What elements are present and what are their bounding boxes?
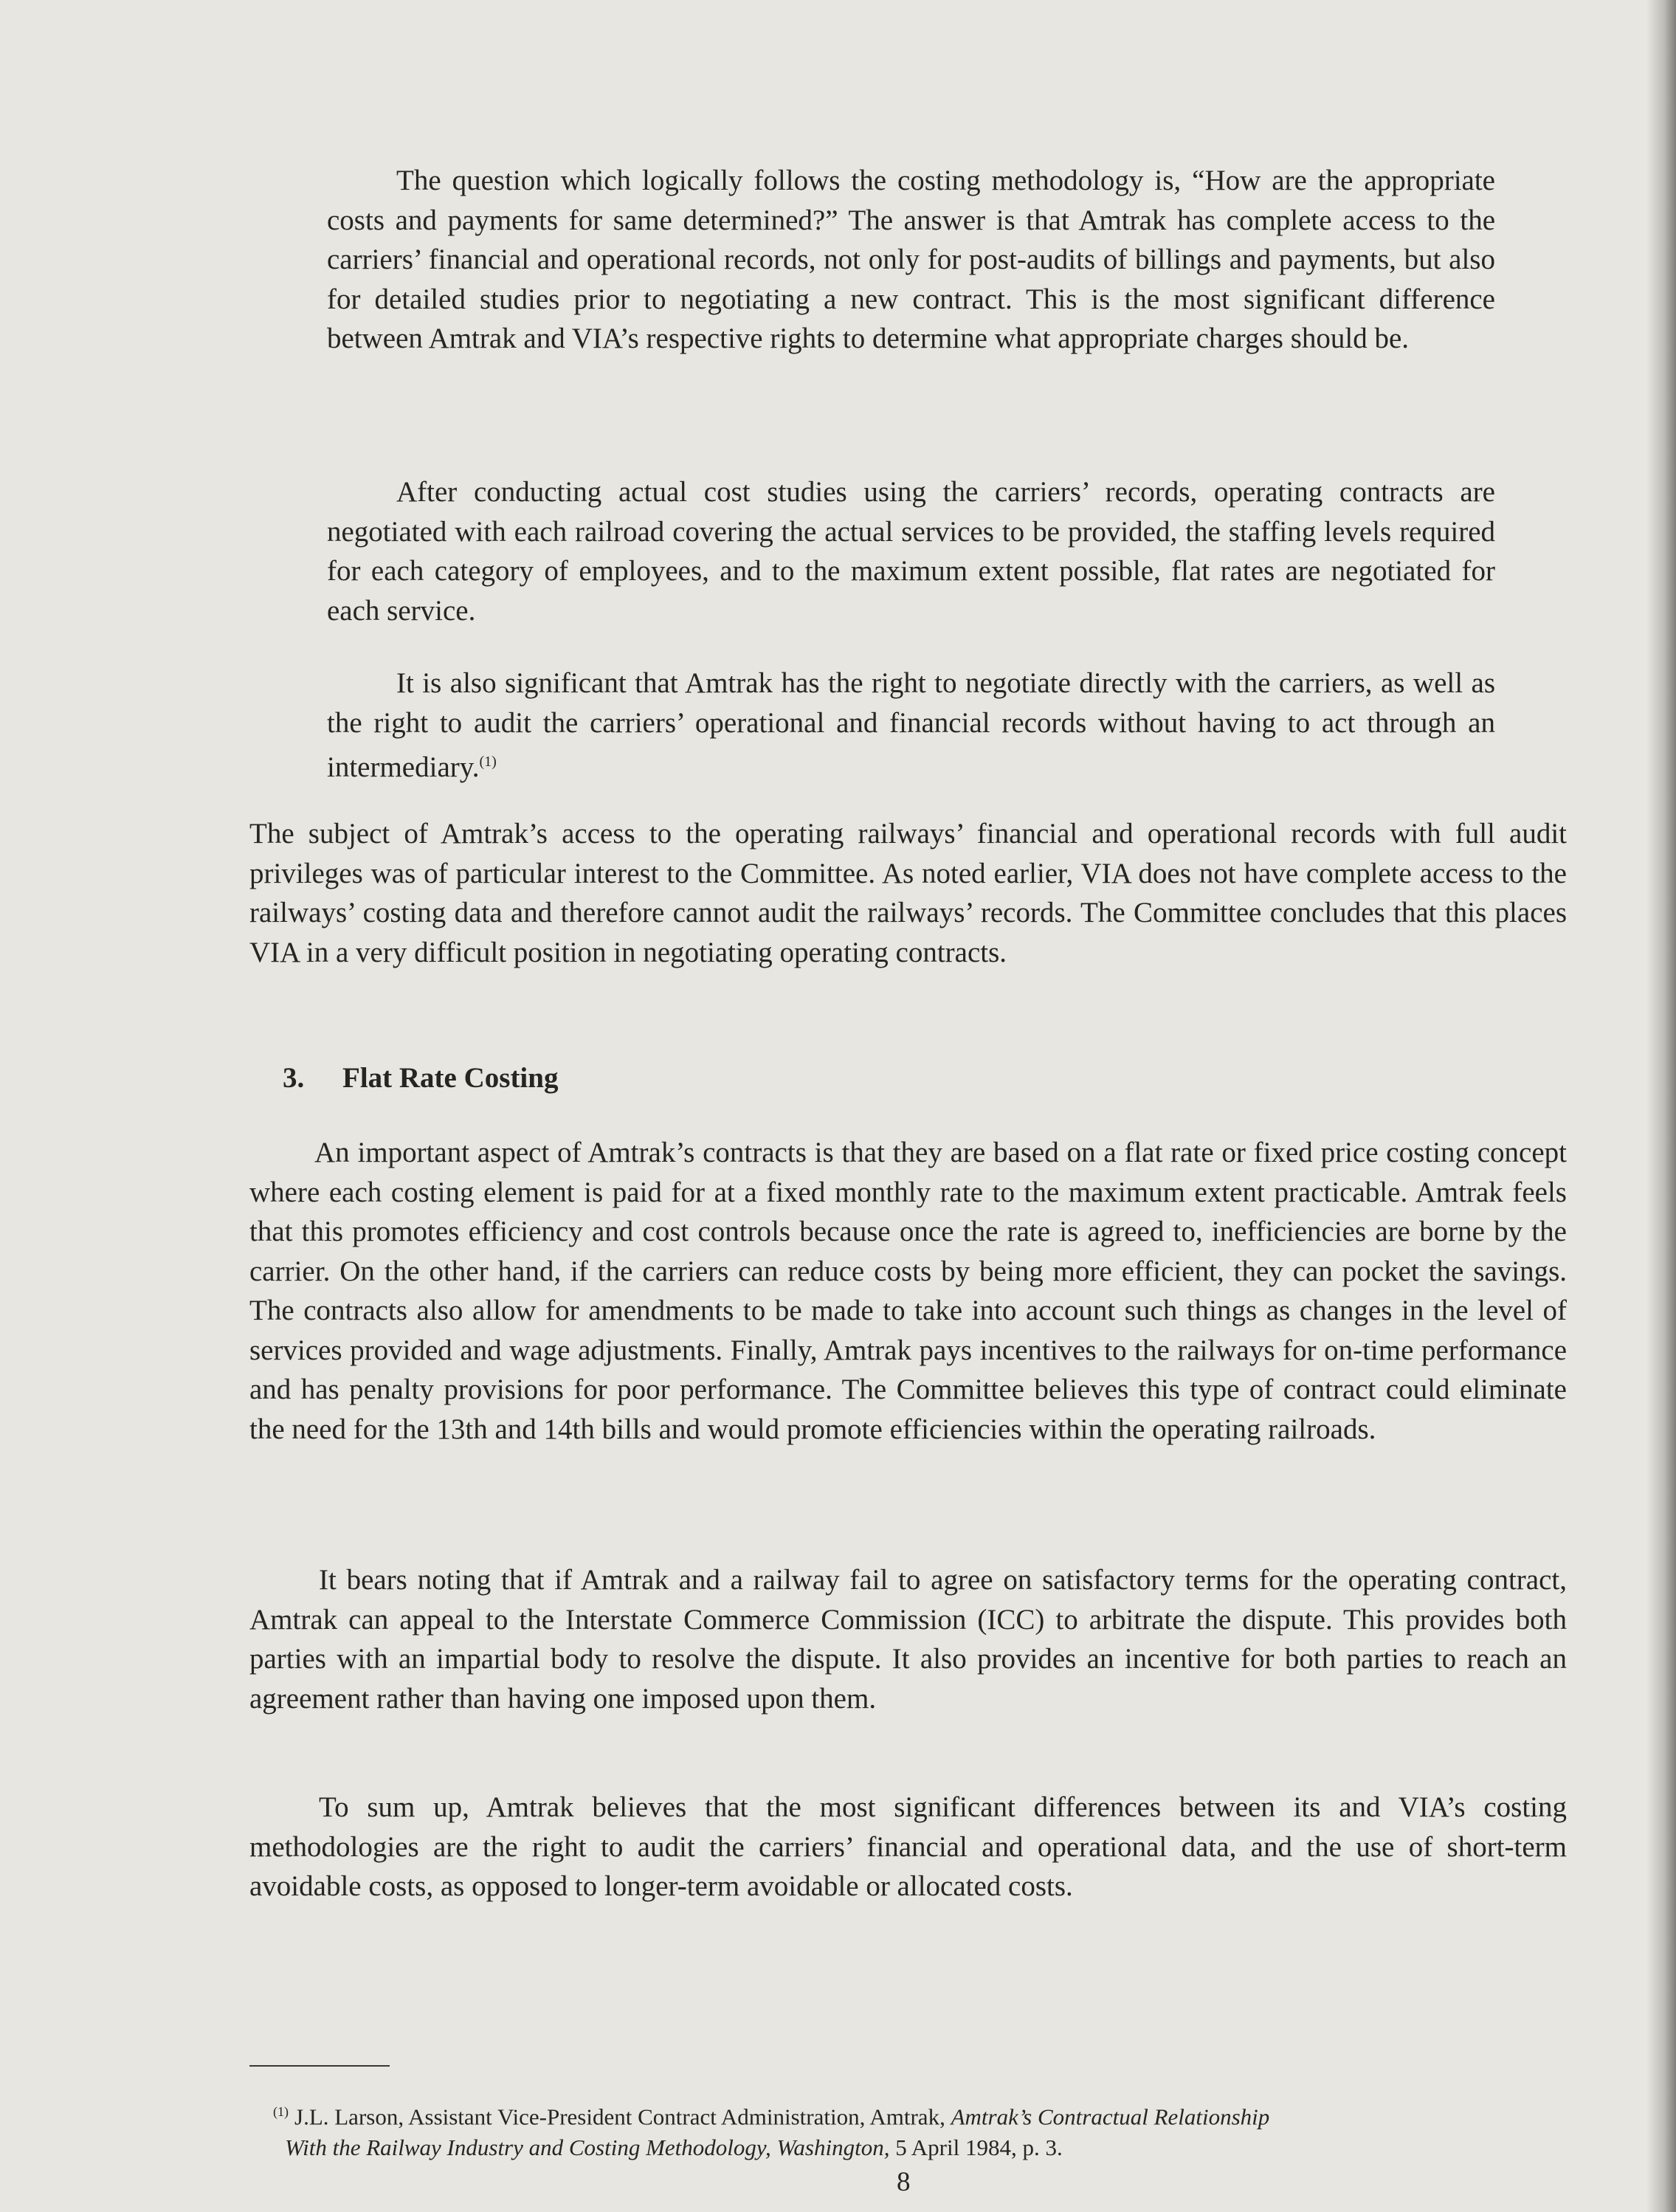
paragraph-text: The subject of Amtrak’s access to the operating railways’ financial and operational records with full audit privileges was of particular interest to the Committee. As noted earlier, VIA does not have complete access to the railways’ costing data and therefore cannot audit the railways’ records. The Committee concludes that this places VIA in a very difficult position in negotiating operating contracts. [249,818,1567,968]
footnote-divider [249,2065,390,2067]
paragraph-sum-up [249,1788,1567,1906]
paragraph-text: To sum up, Amtrak believes that the most significant differences between its and VIA’s costing methodologies are the right to audit the carriers’ financial and operational data, and the use of short-term avoidable costs, as opposed to longer-term avoidable or allocated costs. [249,1791,1567,1902]
paragraph-negotiate-directly [327,664,1495,788]
page-edge-shadow [1646,0,1676,2212]
paragraph-cost-access [327,161,1495,359]
paragraph-icc-appeal [249,1560,1567,1718]
footnote-title-continued: With the Railway Industry and Costing Methodology, Washington, [285,2135,890,2161]
paragraph-text: After conducting actual cost studies using the carriers’ records, operating contracts are negotiated with each railroad covering the actual services to be provided, the staffing levels required for each category of employees, and to the maximum extent possible, flat rates are negotiated for each service. [327,476,1495,627]
footnote-reference: (1) [479,754,497,770]
paragraph-flat-rate [249,1133,1567,1449]
footnote [273,2096,1565,2163]
section-number: 3. [283,1062,305,1094]
paragraph-body: It is also significant that Amtrak has the right to negotiate directly with the carriers, as well as the right to audit the carriers’ operational and financial records without having to act through an intermediary. [327,667,1495,783]
paragraph-text [327,664,1495,788]
footnote-marker: (1) [273,2104,289,2119]
paragraph-committee-access [249,814,1567,972]
footnote-line-2 [273,2132,1565,2163]
paragraph-text: An important aspect of Amtrak’s contracts is that they are based on a flat rate or fixed price costing concept where each costing element is paid for at a fixed monthly rate to the maximum extent practicable. Amtrak feels that this promotes efficiency and cost controls because once the rate is agreed to, inefficiencies are borne by the carrier. On the other hand, if the carriers can reduce costs by being more efficient, they can pocket the savings. The contracts also allow for amendments to be made to take into account such things as changes in the level of services provided and wage adjustments. Finally, Amtrak pays incentives to the railways for on-time performance and has penalty provisions for poor performance. The Committee believes this type of contract could eliminate the need for the 13th and 14th bills and would promote efficiencies within the operating railroads. [249,1137,1567,1445]
paragraph-cost-studies [327,472,1495,630]
section-title: Flat Rate Costing [342,1062,559,1094]
footnote-date: 5 April 1984, p. 3. [889,2135,1063,2161]
footnote-title: Amtrak’s Contractual Relationship [951,2104,1270,2130]
page-number: 8 [897,2167,911,2197]
section-heading [283,1058,558,1098]
footnote-text: J.L. Larson, Assistant Vice-President Contract Administration, Amtrak, [294,2104,951,2130]
paragraph-text: It bears noting that if Amtrak and a railway fail to agree on satisfactory terms for the operating contract, Amtrak can appeal to the Interstate Commerce Commission (ICC) to arbitrate the dispute. This provides both parties with an impartial body to resolve the dispute. It also provides an incentive for both parties to reach an agreement rather than having one imposed upon them. [249,1564,1567,1715]
paragraph-text: The question which logically follows the costing methodology is, “How are the appropriate costs and payments for same determined?” The answer is that Amtrak has complete access to the carriers’ financial and operational records, not only for post-audits of billings and payments, but also for detailed studies prior to negotiating a new contract. This is the most significant difference between Amtrak and VIA’s respective rights to determine what appropriate charges should be. [327,165,1495,354]
